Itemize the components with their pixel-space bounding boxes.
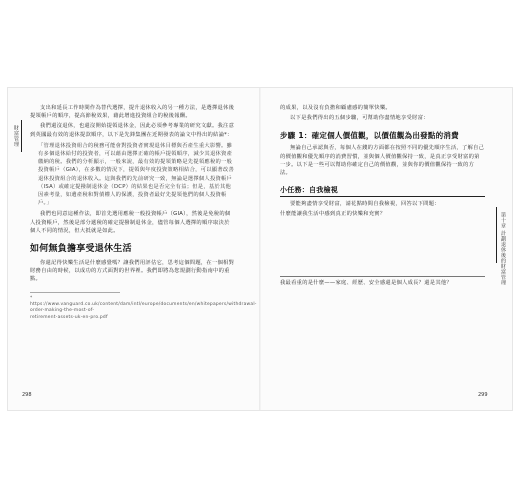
- section-heading: 如何無負擔享受退休生活: [30, 244, 132, 255]
- right-page-number: 299: [478, 392, 488, 398]
- right-page-body: [280, 104, 485, 289]
- answer-line-1: [280, 276, 485, 277]
- step-1-heading: 步驟 1：確定個人價值觀，以價值觀為出發點的消費: [280, 131, 459, 141]
- left-running-head: 財富管理: [13, 125, 19, 147]
- left-page-number: 298: [22, 392, 32, 398]
- left-page-body: [30, 104, 257, 321]
- left-paragraph-4: 你還記得快樂生活是什麼感覺嗎？讓我們用評估它，思考這個問題，在一個相對財務自由的時候，以成功的方式面對的世界裡。我們即將為您規劃行動指南中的重點。: [30, 260, 235, 283]
- quoted-passage: 「管理退休投資組合的稅務可能會對投資者實現退休目標與否產生重大影響。雖有多個退休給付的投資者，可以藉由選擇正確的帳戶提領順序，減少其退休資產繳納的稅。我們的分析顯示，一般來說，最有效的提領策略是先提領應稅的一般投資帳戶（GIA），在多數的情況下，提領與年度投資策略相結合，可以顯著改善退休投資組合的退休收入。這與我們的先前研究一致，無論是選擇個人投資帳戶（ISA）或確定提撥制退休金（DCP）的結果也是否完全有益；但是，基於其他因素考量，如遺產稅和對債權人的保護，投資者最好先提領他們的個人投資帳戶。」: [38, 142, 234, 207]
- task-intro: 要能夠盡情享受財富，請花點時間自我檢視，回答以下問題：: [290, 201, 440, 208]
- right-running-head: 第十章 計劃退休後的財富管理: [500, 212, 506, 286]
- right-paragraph-2: 以下是我們得出的五個步驟，可幫助你盡情地享受財富：: [290, 115, 429, 122]
- right-running-head-rule: [496, 207, 497, 263]
- left-paragraph-1: 支出和延長工作時間作為替代選擇，提升退休收入的另一種方法，是選擇退休後提領帳戶的順序，提高節稅效果，藉此增進投資組合的稅後報酬。: [30, 105, 235, 120]
- book-gutter: [259, 88, 261, 410]
- task-heading: 小任務：自我檢視: [280, 186, 338, 195]
- footnote: * https://www.vanguard.co.uk/content/dam/intl/europe/documents/en/whitepapers/withdrawal-order-making-the-most-of-retirement-assets-uk-en-pro.pdf: [30, 292, 120, 322]
- right-paragraph-1: 的成果，以及沒有負擔和顧慮感的簡單快樂。: [280, 105, 391, 111]
- question-2: 我最看重的是什麼——家庭、經歷、安全感還是個人成長？還是其他？: [280, 280, 452, 287]
- left-paragraph-3: 我們也同意這種作法，即首先選用應稅一般投資帳戶（GIA），然後是免稅的個人投資帳戶，然後是部分遞稅的確定提撥制退休金，儘管每個人選擇的順序取決於個人不同的情況，但大抵就是如此。: [30, 211, 231, 234]
- question-1: 什麼能讓我生活中感到真正的快樂和充實？: [280, 211, 386, 218]
- task-heading-rule: [280, 196, 485, 197]
- left-paragraph-2: 我們還沒退休，也還沒開始提領退休金，因此必須參考專業的研究文獻。我注意到英國最有效的退休提款順序，以下是先鋒集團在近期發表的論文中得出的結論*：: [30, 123, 235, 138]
- right-paragraph-3: 無論自己承認與否，每個人在錢的方面都在按照不同的優先順序生活，了解自己的價值觀和優先順序的消費習慣，並與個人價值觀保持一致，是真正享受財富的第一步。以下是一些可以幫助你確定自己的價值觀，並與你的價值觀保持一致的方法。: [280, 145, 485, 177]
- answer-space-1: [280, 220, 485, 272]
- left-running-head-rule: [21, 120, 22, 152]
